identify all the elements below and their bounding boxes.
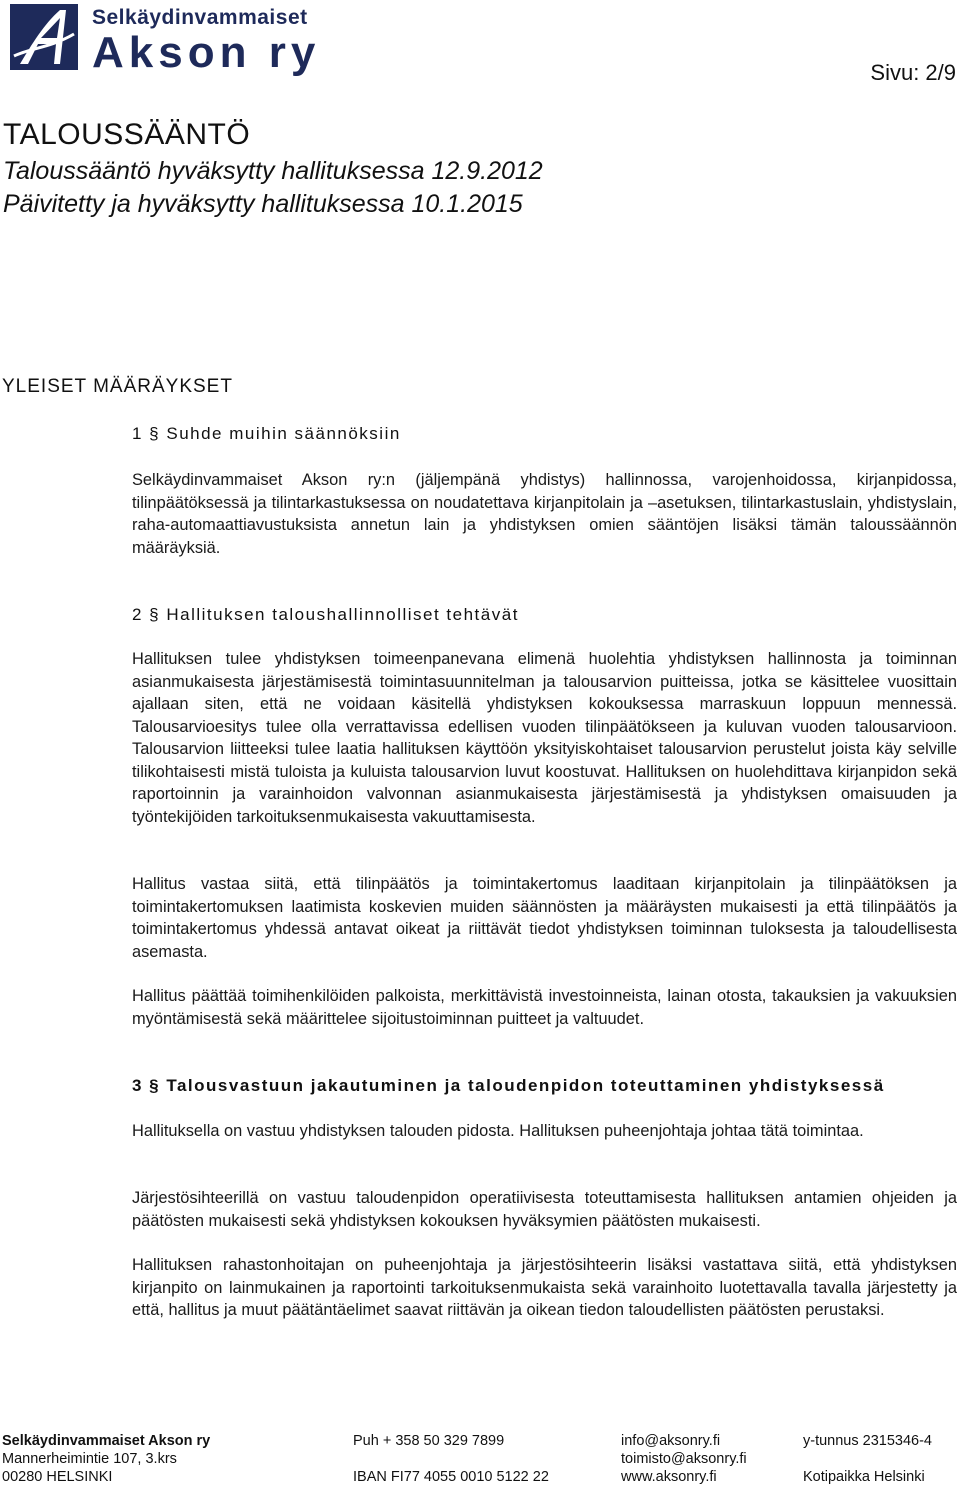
footer-phone: Puh + 358 50 329 7899 xyxy=(353,1433,505,1449)
section-2-paragraph-1: Hallituksen tulee yhdistyksen toimeenpanevana elimenä huolehtia yhdistyksen hallinnosta ja toiminnan asianmukaisesta järjestämisestä toimintasuunnitelman ja talousarvion puitteissa, jotka se käsittelee vuosittain ajallaan siten, että ne voidaan käsitellä yhdistyksen kokouksessa marraskuun loppuun mennessä. Talousarvioesitys tulee olla verrattavissa edellisen vuoden tilinpäätökseen ja kuluvan vuoden talousarvioon. Talousarvion liitteeksi tulee laatia hallituksen käyttöön yksityiskohtaiset talousarvion perustelut joista käy selville tilikohtaisesti mistä tuloista ja kuluista talousarvion luvut koostuvat. Hallituksen on huolehdittava kirjanpidon sekä raportoinnin ja varainhoidon valvonnan asianmukaisesta järjestämisestä ja yhdistyksen omaisuuden ja työntekijöiden tarkoituksenmukaisesta vakuuttamisesta. xyxy=(132,650,957,826)
footer-address xyxy=(2,1432,210,1486)
akson-logo xyxy=(10,4,340,77)
section-3-paragraph-2: Järjestösihteerillä on vastuu taloudenpidon operatiivisesta toteuttamisesta hallituksen antamien ohjeiden ja päätösten mukaisesti sekä yhdistyksen kokouksen hyväksymien päätösten mukaisesti. xyxy=(132,1189,957,1230)
footer-contacts xyxy=(621,1432,747,1486)
footer-city: 00280 HELSINKI xyxy=(2,1469,113,1485)
footer-street: Mannerheimintie 107, 3.krs xyxy=(2,1451,177,1467)
logo-subtitle: Selkäydinvammaiset xyxy=(92,6,308,29)
section-2-paragraph-3: Hallitus päättää toimihenkilöiden palkoista, merkittävistä investoinneista, lainan otosta, takauksien ja vakuuksien myöntämisestä sekä määrittelee sijoitustoiminnan puitteet ja valtuudet. xyxy=(132,987,957,1028)
updated-date-line: Päivitetty ja hyväksytty hallituksessa 10.1.2015 xyxy=(3,190,523,218)
approved-date-line: Taloussääntö hyväksytty hallituksessa 12.9.2012 xyxy=(3,157,543,185)
section-3-paragraph-3: Hallituksen rahastonhoitajan on puheenjohtaja ja järjestösihteerin lisäksi vastattava siitä, että yhdistyksen kirjanpito on lainmukainen ja raportointi tarkoituksenmukaista sekä varainhoito luotettavalla tavalla järjestetty ja että, hallitus ja muut päätäntäelimet saavat riittävän ja oikean tiedon taloudellisten päätösten perustaksi. xyxy=(132,1256,957,1319)
footer-company-info xyxy=(803,1432,932,1486)
general-provisions-heading: YLEISET MÄÄRÄYKSET xyxy=(2,376,233,397)
document-title: TALOUSSÄÄNTÖ xyxy=(3,118,251,151)
footer-email-office[interactable]: toimisto@aksonry.fi xyxy=(621,1451,747,1467)
section-2-paragraph-2: Hallitus vastaa siitä, että tilinpäätös ja toimintakertomus laaditaan kirjanpitolain ja tilinpäätöksen ja toimintakertomuksen laatimista koskevien muiden säännösten ja määräysten mukaisesti ja että tilinpäätös ja toimintakertomus yhdessä antavat oikeat ja riittävät tiedot yhdistyksen toiminnan tuloksesta ja taloudellisesta asemasta. xyxy=(132,875,957,961)
footer-org-name: Selkäydinvammaiset Akson ry xyxy=(2,1433,211,1449)
section-2-heading: 2 § Hallituksen taloushallinnolliset tehtävät xyxy=(132,605,519,624)
akson-a-logo-icon xyxy=(10,4,78,70)
footer-iban: IBAN FI77 4055 0010 5122 22 xyxy=(353,1469,549,1485)
footer-phone-bank xyxy=(353,1432,549,1486)
footer-email-info[interactable]: info@aksonry.fi xyxy=(621,1433,721,1449)
footer-domicile: Kotipaikka Helsinki xyxy=(803,1469,925,1485)
logo-name: Akson ry xyxy=(92,28,321,77)
section-3-heading: 3 § Talousvastuun jakautuminen ja taloudenpidon toteuttaminen yhdistyksessä xyxy=(132,1076,885,1095)
footer-business-id: y-tunnus 2315346-4 xyxy=(803,1433,932,1449)
section-1-paragraph: Selkäydinvammaiset Akson ry:n (jäljempänä yhdistys) hallinnossa, varojenhoidossa, kirjanpidossa, tilinpäätöksessä ja tilintarkastuksessa on noudatettava kirjanpitolain ja –asetuksen, tilintarkastuslain, yhdistyslain, raha-automaattiavustuksista annetun lain ja yhdistyksen omien sääntöjen lisäksi tämän taloussäännön määräyksiä. xyxy=(132,471,957,557)
section-3-paragraph-1: Hallituksella on vastuu yhdistyksen talouden pidosta. Hallituksen puheenjohtaja johtaa tätä toimintaa. xyxy=(132,1122,864,1140)
section-1-heading: 1 § Suhde muihin säännöksiin xyxy=(132,424,401,443)
footer-website-link[interactable]: www.aksonry.fi xyxy=(621,1469,717,1485)
page-number: Sivu: 2/9 xyxy=(870,60,956,85)
